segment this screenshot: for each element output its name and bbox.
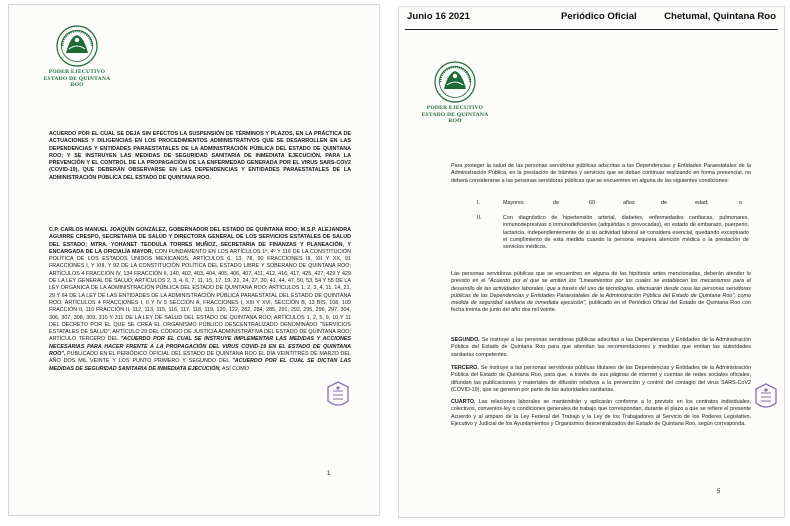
document-heading: ACUERDO POR EL CUAL SE DEJA SIN EFECTOS LA SUSPENSIÓN DE TÉRMINOS Y PLAZOS, EN LA PRÁCTICA DE ACTUACIONES Y DILIGENCIAS EN LOS PROCEDIMIENTOS ADMINISTRATIVOS QUE SE DESARROLLEN EN LAS DEPENDENCIAS Y ENTIDADES PARAESTATALES DE LA ADMINISTRACIÓN PÚBLICA DEL ESTADO DE QUINTANA ROO; Y SE INSTRUYEN LAS MEDIDAS DE SEGURIDAD SANITARIA DE INMEDIATA EJECUCIÓN, PARA LA PREVENCIÓN Y EL CONTROL DE LA PROPAGACIÓN DE LA ENFERMEDAD GENERADA POR EL VIRUS SARS-COV2 (COVID-19), QUE DEBERÁN OBSERVARSE EN LAS DEPENDENCIAS Y ENTIDADES PARAESTATALES DE LA ADMINISTRACIÓN PÚBLICA DEL ESTADO DE QUINTANA ROO. xyxy=(49,131,351,181)
document-page-2 xyxy=(398,6,785,518)
state-emblem-icon xyxy=(432,59,478,105)
logo-caption-1: PODER EJECUTIVO xyxy=(48,69,106,75)
page-number: 1 xyxy=(327,471,331,477)
document-page-1 xyxy=(8,4,380,516)
article-text: Las relaciones laborales se mantendrán y aplicarán conforme a lo previsto en los contratos individuales, colectivos, convenios-ley o condiciones generales de trabajo que correspondan, durante el plazo a que se refiere el presente Acuerdo y al amparo de la Ley Federal del Trabajo y la Ley de los Trabajadores al Servicio de los Poderes Legislativo, Ejecutivo y Judicial de los Ayuntamientos y Organismos descentralizados del Estado de Quintana Roo, según corresponda. xyxy=(451,399,751,427)
state-logo xyxy=(415,59,495,125)
article-segundo xyxy=(451,337,751,359)
intro-paragraph: Para proteger la salud de las personas servidoras públicas adscritas a las Dependencias y Entidades Paraestatales de la Administración Pública, en la prestación de trámites y servicios que se deban continuar realizando en forma presencial, no deberá considerarse a las personas servidoras públicas que se encuentren en alguna de las siguientes condiciones: xyxy=(451,163,751,184)
body-end-text: ASÍ COMO xyxy=(222,365,249,372)
header-title: Periódico Oficial xyxy=(561,11,637,22)
logo-caption-2: ESTADO DE QUINTANA ROO xyxy=(43,75,111,89)
signers-text: C.P. CARLOS MANUEL JOAQUÍN GONZÁLEZ, GOBERNADOR DEL ESTADO DE QUINTANA ROO; M.S.P. ALEJANDRA AGUIRRE CRESPO, SECRETARIA DE SALUD Y DIRECTORA GENERAL DE LOS SERVICIOS ESTATALES DE SALUD DEL ESTADO; MTRA. YOHANET TEODULA TORRES MUÑOZ, SECRETARIA DE FINANZAS Y PLANEACIÓN, Y ENCARGADA DE LA OFICIALÍA MAYOR, xyxy=(49,227,351,255)
logo-caption-1: PODER EJECUTIVO xyxy=(426,105,484,111)
article-label: SEGUNDO. xyxy=(451,337,480,343)
header-date: Junio 16 2021 xyxy=(407,11,470,22)
list-item-2: Con diagnóstico de hipertensión arterial, diabetes, enfermedades cardiacas, pulmonares, inmunodepresivas o inmunodeficientes (adquiridas o provocadas), en estado de embarazo, puerperio, lactancia, independientemente de si su actividad laboral se considera esencial, quedando exceptuado el cumplimiento de esta medida cuando la persona requiera atención médica o la prestación de servicios médicos. xyxy=(503,215,749,251)
item1-word: de xyxy=(553,200,559,206)
list-item-2-number: II. xyxy=(477,215,482,221)
logo-caption-2: ESTADO DE QUINTANA ROO xyxy=(421,111,489,125)
cited-agreement-2: "ACUERDO POR EL CUAL SE DICTAN LAS MEDIDAS DE SEGURIDAD SANITARIA DE INMEDIATA EJECUCIÓN, xyxy=(49,358,352,372)
list-number: I. xyxy=(477,200,480,206)
item1-word: o xyxy=(739,200,742,206)
article-label: CUARTO. xyxy=(451,399,476,405)
article-label: TERCERO. xyxy=(451,365,479,371)
publication-text: PUBLICADO EN EL PERIÓDICO OFICIAL DEL ESTADO DE QUINTANA ROO EL DÍA VEINTITRÉS DE MARZO DEL AÑO DOS MIL VEINTE Y LOS PUNTO PRIMERO Y SEGUNDO DEL xyxy=(49,351,352,365)
item1-word: 60 xyxy=(589,200,595,206)
item1-word: de xyxy=(661,200,667,206)
article-tercero xyxy=(451,365,751,394)
item1-word: edad; xyxy=(695,200,709,206)
legal-basis-text: CON FUNDAMENTO EN LOS ARTÍCULOS 1º, 4º Y 116 DE LA CONSTITUCIÓN POLÍTICA DE LOS ESTADOS UNIDOS MEXICANOS, ARTÍCULOS 6, 13, 78, 90 FRACCIONES III, XII Y XX, 91 FRACCIONES I, Y XIII, Y 92 DE LA CONSTITUCIÓN POLÍTICA DEL ESTADO LIBRE Y SOBERANO DE QUINTANA ROO; ARTÍCULOS 4 FRACCIÓN IV, 134 FRACCIÓN II, 140, 402, 403, 404, 405, 406, 407, 411, 412, 416, 417, 425, 427, 429 Y 429 DE LA LEY GENERAL DE SALUD; ARTÍCULOS 2, 3, 4, 6, 7, 11, 15, 17, 19, 21, 24, 27, 30, 41, 44, 47, 50, 53, 54 Y 55 DE LA LEY ORGÁNICA DE LA ADMINISTRACIÓN PÚBLICA DEL ESTADO DE QUINTANA ROO; ARTÍCULOS 1, 2, 3, 4, 11, 14, 21, 29 Y 64 DE LA LEY DE LAS ENTIDADES DE LA ADMINISTRACIÓN PÚBLICA PARAESTATAL DEL ESTADO DE QUINTANA ROO; ARTÍCULOS 4 FRACCIONES I, II Y IV 5 SECCIÓN A, FRACCIONES I, XIII Y XVI, SECCIÓN B, 13 BIS, 108, 109 FRACCIÓN II, 110 FRACCIÓN II, 112, 113, 115, 116, 117, 118, 119, 120, 122, 282, 284, 285, 291, 292, 295, 296, 297, 304, 306, 307, 308, 309, 310 Y 311 DE LA LEY DE SALUD DEL ESTADO DE QUINTANA ROO; ARTÍCULOS 1, 2, 5, 9, 10 Y 11 DEL DECRETO POR EL QUE SE CREA EL ORGANISMO PÚBLICO DESCENTRALIZADO DENOMINADO "SERVICIOS ESTATALES DE SALUD"; ARTÍCULO 29 DEL CÓDIGO DE JUSTICIA ADMINISTRATIVA DEL ESTADO DE QUINTANA ROO; ARTÍCULO TERCERO DEL xyxy=(49,248,351,343)
item1-word: Mayores xyxy=(503,200,524,206)
cited-guidelines: "Acuerdo por el que se emiten los "Lineamientos por los cuales se establecen los mecanismos para el desarrollo de las actividades laborales, que a través del uso de tecnologías, efectuarán desde casa las personas servidoras públicas de las Dependencias y Entidades Paraestatales de la Administración Pública del Estado de Quintana Roo", como medida de seguridad sanitaria de inmediata ejecución", xyxy=(451,278,752,307)
state-emblem-icon xyxy=(54,23,100,69)
paragraph-hypotheses xyxy=(451,271,751,315)
hypotheses-tail: publicado en el Periódico Oficial del Estado de Quintana Roo con fecha treinta de junio del año dos mil veinte. xyxy=(451,300,751,314)
header-divider xyxy=(405,29,778,30)
article-text: Se instruye a las personas servidoras públicas adscritas a las Dependencias y Entidades de la Administración Pública del Estado de Quintana Roo para que atiendan las recomendaciones y medidas que emitan las autoridades sanitarias competentes. xyxy=(451,337,751,358)
article-text: Se instruye a las personas servidoras públicas titulares de las Dependencias y Entidades de la Administración Pública del Estado de Quintana Roo, para que, a través de sus páginas de internet y cuentas de redes sociales oficiales, difundan las publicaciones y materiales de difusión relativos a la prevención y control del contagio del virus SARS-CoV2 (COVID-19), que se generen por parte de las autoridades sanitarias. xyxy=(451,365,752,393)
document-body xyxy=(49,227,351,373)
seal-stamp-icon xyxy=(327,381,349,409)
cited-agreement-1: "ACUERDO POR EL CUAL SE INSTRUYE IMPLEMENTAR LAS MEDIDAS Y ACCIONES NECESARIAS PARA HACER FRENTE A LA PROPAGACIÓN DEL VIRUS COVID-19 EN EL ESTADO DE QUINTANA ROO", xyxy=(49,336,351,358)
seal-stamp-icon xyxy=(755,383,777,411)
page-number: 5 xyxy=(717,489,721,495)
state-logo xyxy=(37,23,117,89)
item1-word: años xyxy=(623,200,635,206)
hypotheses-text: Las personas servidoras públicas que se encuentren en alguna de las hipótesis antes mencionadas, deberán atender lo previsto en el xyxy=(451,271,751,285)
header-place: Chetumal, Quintana Roo xyxy=(664,11,776,22)
article-cuarto xyxy=(451,399,751,428)
list-item-1 xyxy=(477,200,747,207)
